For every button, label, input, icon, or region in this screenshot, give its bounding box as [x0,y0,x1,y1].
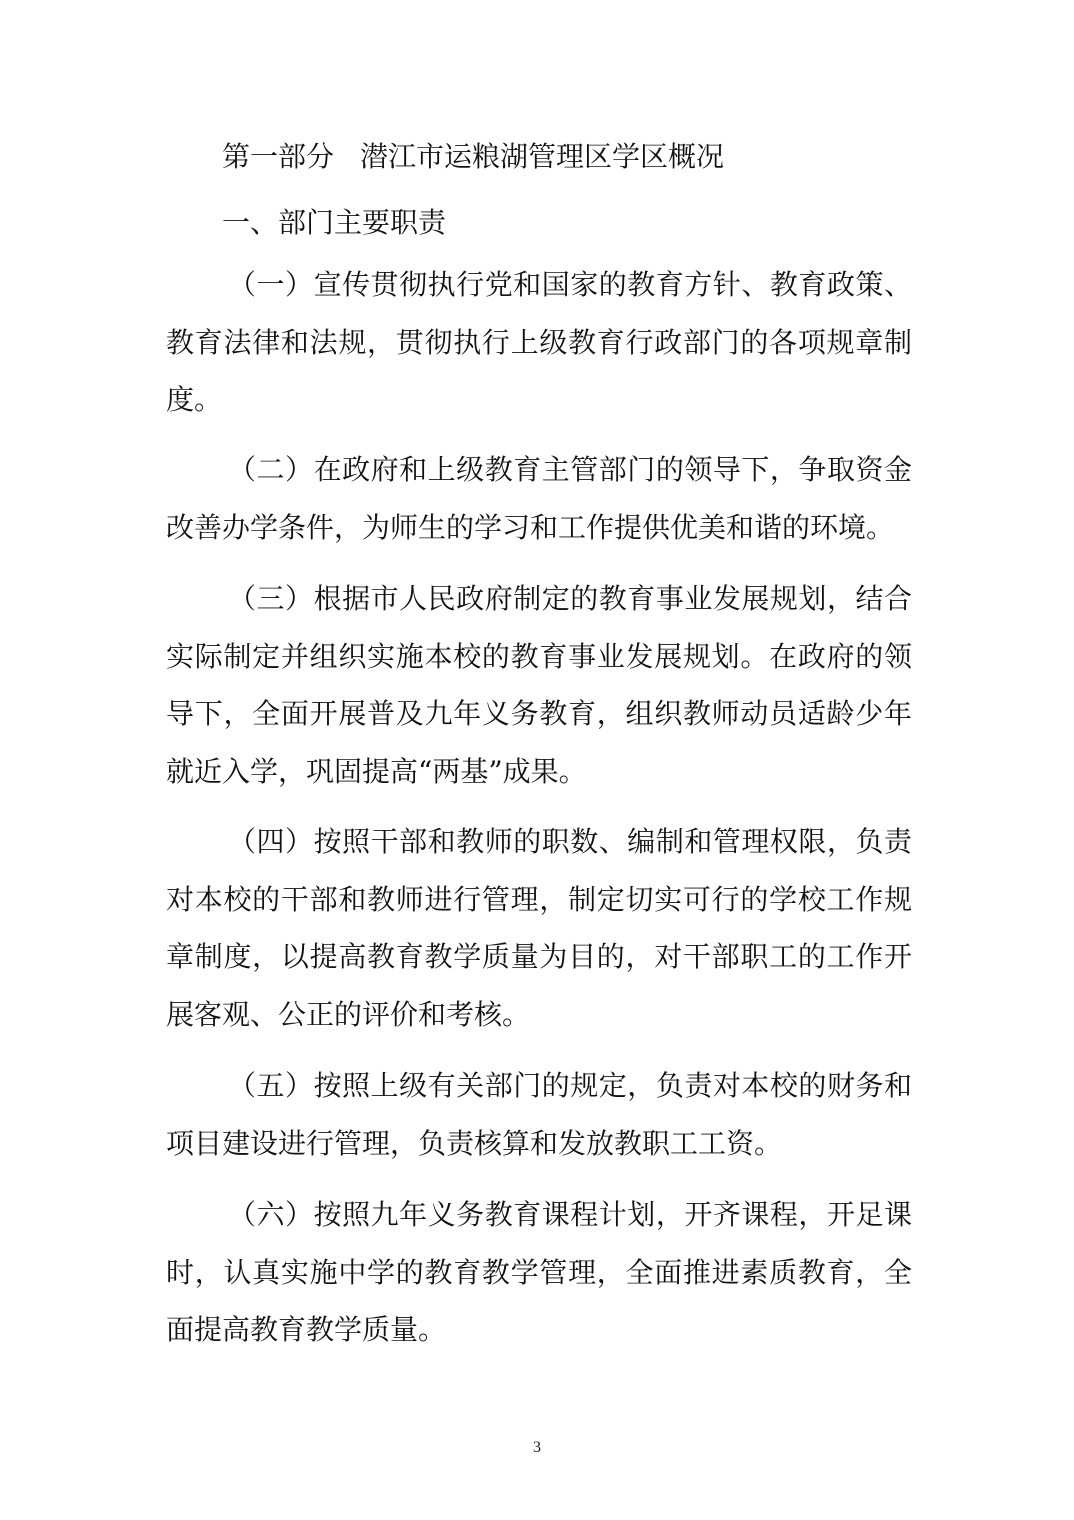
duty-paragraph-4: （四）按照干部和教师的职数、编制和管理权限，负责对本校的干部和教师进行管理，制定切实可行的学校工作规章制度，以提高教育教学质量为目的，对干部职工的工作开展客观、公正的评价和考核。 [166,825,912,1031]
duty-paragraph-3: （三）根据市人民政府制定的教育事业发展规划，结合实际制定并组织实施本校的教育事业发展规划。在政府的领导下，全面开展普及九年义务教育，组织教师动员适龄少年就近入学，巩固提高“两基”成果。 [166,582,912,788]
page-number: 3 [533,1439,541,1456]
part-heading [222,137,724,177]
duty-paragraph-1: （一）宣传贯彻执行党和国家的教育方针、教育政策、教育法律和法规，贯彻执行上级教育行政部门的各项规章制度。 [166,268,912,416]
duty-paragraph-6: （六）按照九年义务教育课程计划，开齐课程，开足课时，认真实施中学的教育教学管理，全面推进素质教育，全面提高教育教学质量。 [166,1198,912,1346]
section-heading: 一、部门主要职责 [222,206,447,239]
part-number: 第一部分 [222,140,335,173]
duty-paragraph-2: （二）在政府和上级教育主管部门的领导下，争取资金改善办学条件，为师生的学习和工作提供优美和谐的环境。 [166,453,912,544]
part-title: 潜江市运粮湖管理区学区概况 [360,140,725,173]
duty-paragraph-5: （五）按照上级有关部门的规定，负责对本校的财务和项目建设进行管理，负责核算和发放教职工工资。 [166,1069,912,1160]
